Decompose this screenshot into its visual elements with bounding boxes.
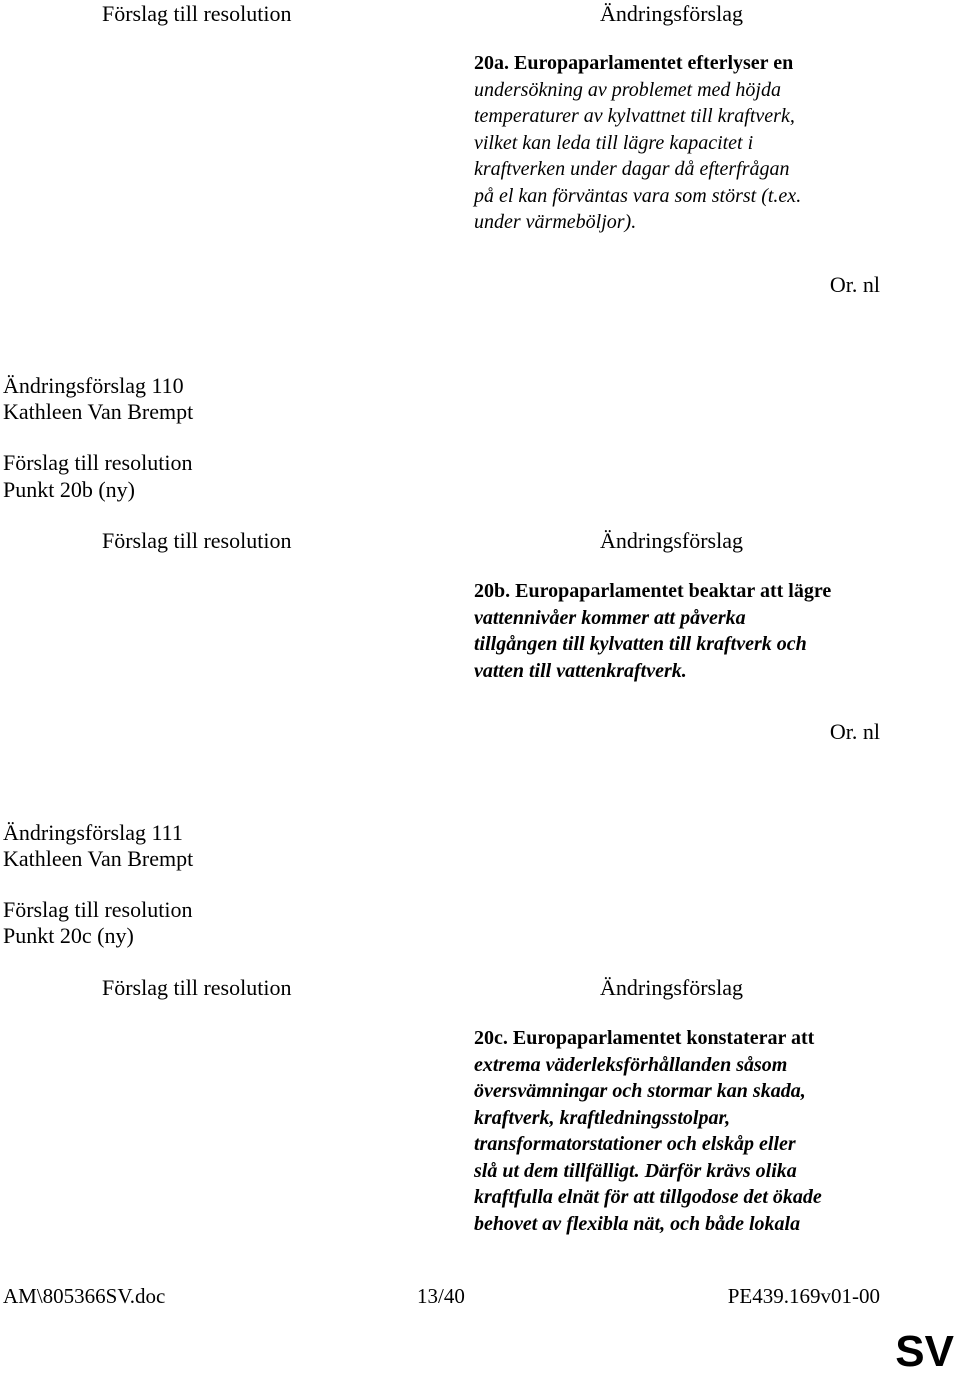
text-line-content: Europaparlamentet beaktar att lägre (515, 580, 832, 602)
text-line: kraftverk, kraftledningsstolpar, (474, 1106, 731, 1129)
column-header-right: Ändringsförslag (600, 1, 743, 26)
amendment-110-author: Kathleen Van Brempt (3, 399, 194, 424)
text-line: under värmeböljor). (474, 211, 637, 233)
text-line (474, 578, 914, 605)
text-line (474, 1025, 914, 1052)
text-line: undersökning av problemet med höjda (474, 78, 781, 101)
amendment-110-point: Punkt 20b (ny) (3, 477, 135, 502)
text-line-content: Europaparlamentet efterlyser en (514, 52, 794, 74)
amendment-text-20b (474, 578, 914, 684)
column-header-right: Ändringsförslag (600, 975, 743, 1000)
text-line: kraftfulla elnät för att tillgodose det ökade (474, 1186, 822, 1208)
text-line: på el kan förväntas vara som störst (t.ex. (474, 184, 802, 207)
amendment-110-title: Ändringsförslag 110 (3, 373, 184, 398)
amendment-text-20a (474, 50, 914, 236)
text-line: temperaturer av kylvattnet till kraftverk, (474, 105, 795, 127)
amendment-111-doc-type: Förslag till resolution (3, 897, 193, 922)
language-tag: SV (895, 1327, 954, 1376)
column-header-left: Förslag till resolution (102, 975, 292, 1000)
text-line: vattennivåer kommer att påverka (474, 606, 746, 629)
column-header-left: Förslag till resolution (102, 528, 292, 553)
text-line: vilket kan leda till lägre kapacitet i (474, 131, 754, 154)
paragraph-number: 20c. (474, 1027, 508, 1049)
amendment-111-point: Punkt 20c (ny) (3, 923, 134, 948)
text-line: översvämningar och stormar kan skada, (474, 1080, 806, 1102)
amendment-text-20c (474, 1025, 914, 1237)
footer-pe-ref: PE439.169v01-00 (727, 1284, 880, 1308)
text-line: kraftverken under dagar då efterfrågan (474, 158, 790, 180)
text-line: slå ut dem tillfälligt. Därför krävs olika (474, 1159, 797, 1182)
text-line: tillgången till kylvatten till kraftverk och (474, 633, 807, 655)
text-line (474, 50, 914, 77)
column-header-right: Ändringsförslag (600, 528, 743, 553)
amendment-111-author: Kathleen Van Brempt (3, 846, 194, 871)
amendment-110-doc-type: Förslag till resolution (3, 450, 193, 475)
text-line: vatten till vattenkraftverk. (474, 659, 687, 682)
text-line: behovet av flexibla nät, och både lokala (474, 1212, 801, 1235)
paragraph-number: 20a. (474, 52, 509, 74)
footer-doc-ref: AM\805366SV.doc (3, 1284, 166, 1308)
original-language-20b: Or. nl (829, 719, 880, 744)
text-line: extrema väderleksförhållanden såsom (474, 1053, 788, 1076)
paragraph-number: 20b. (474, 580, 511, 602)
original-language-20a: Or. nl (829, 272, 880, 297)
text-line-content: Europaparlamentet konstaterar att (512, 1027, 815, 1049)
amendment-111-title: Ändringsförslag 111 (3, 820, 183, 845)
column-header-left: Förslag till resolution (102, 1, 292, 26)
text-line: transformatorstationer och elskåp eller (474, 1133, 796, 1155)
footer-page-number: 13/40 (417, 1284, 465, 1308)
